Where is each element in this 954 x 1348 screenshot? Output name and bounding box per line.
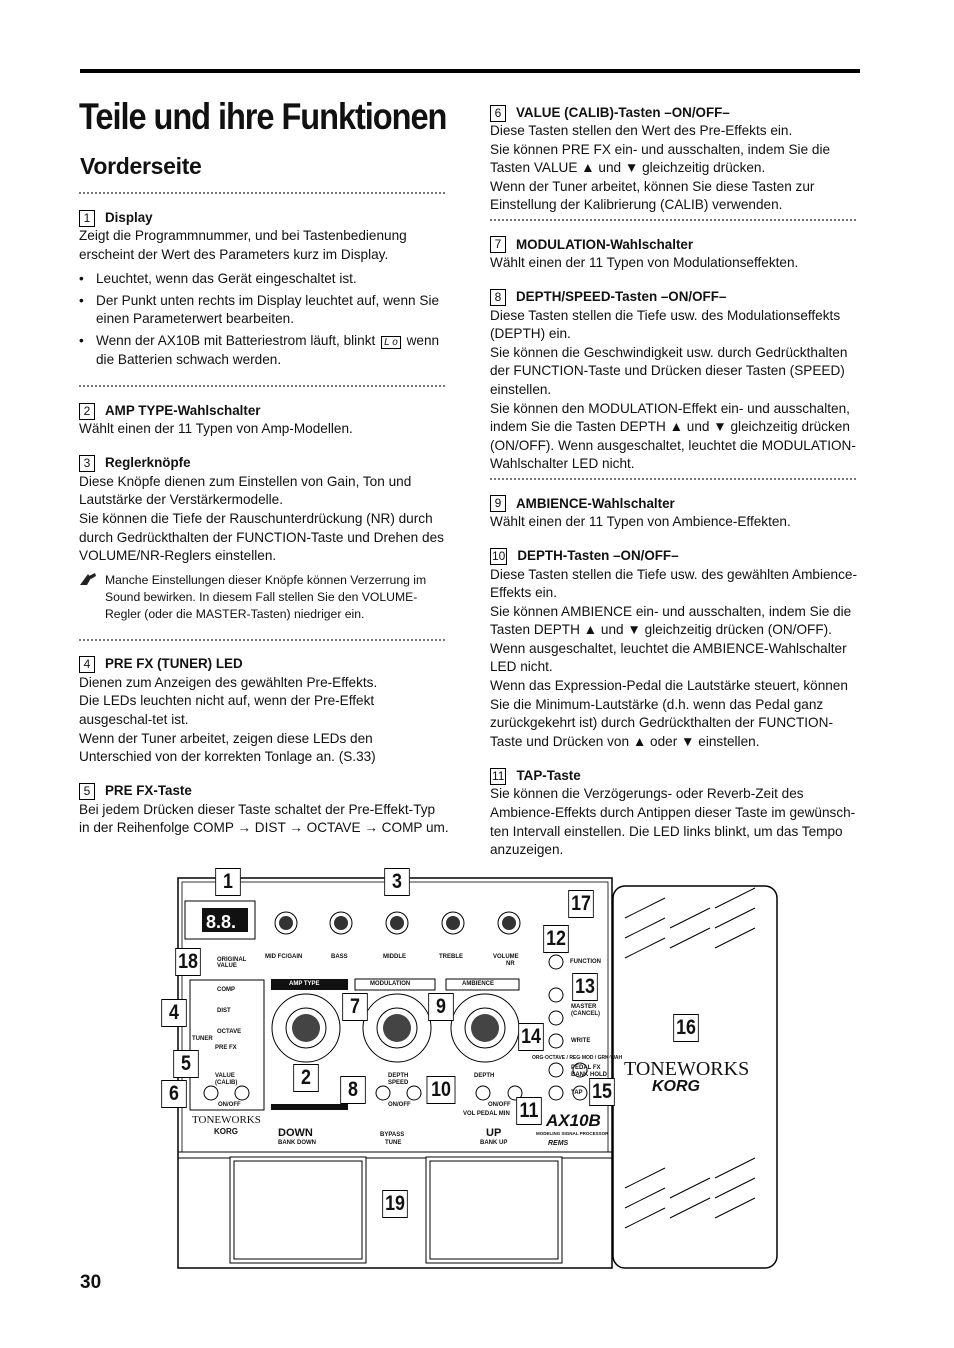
- section-number: 4: [79, 656, 95, 673]
- top-rule: [80, 69, 860, 73]
- lo-display-symbol: L o: [381, 336, 401, 349]
- callout-13: 13: [572, 973, 598, 1001]
- dotted-divider: [79, 192, 445, 205]
- knob-label: MID FC/GAIN: [265, 954, 303, 960]
- dotted-divider: [79, 385, 445, 398]
- cancel-label: (CANCEL): [571, 1011, 600, 1017]
- model-name: AX10B: [546, 1111, 601, 1130]
- section-heading: Reglerknöpfe: [105, 455, 191, 471]
- note: [79, 572, 449, 623]
- section-heading: TAP-Taste: [516, 768, 581, 784]
- section-text: Wählt einen der 11 Typen von Amp-Modellen.: [79, 421, 353, 437]
- section-number: 8: [490, 289, 506, 306]
- korg-logo: KORG: [652, 1078, 700, 1095]
- section-heading: AMBIENCE-Wahlschalter: [516, 495, 675, 511]
- section-number: 11: [492, 768, 505, 783]
- octave-label: OCTAVE: [217, 1029, 242, 1035]
- section-ambience: [490, 495, 860, 532]
- section-number: 10: [492, 549, 506, 563]
- section-text: Bei jedem Drücken dieser Taste schaltet der Pre-Effekt-Typ in der Reihenfolge COMP → DIST → OCTAVE → COMP um.: [79, 801, 449, 836]
- modulation-label: MODULATION: [370, 981, 411, 987]
- section-number: 5: [79, 783, 95, 800]
- dotted-divider: [79, 639, 445, 652]
- section-text: Sie können die Verzögerungs- oder Reverb-Zeit des Ambience-Effekts durch Antippen dieser Taste im gewünsch-ten Intervall einstellen. Die LED links blinkt, um das Tempo anzuzeigen.: [490, 786, 856, 858]
- section-heading: AMP TYPE-Wahlschalter: [105, 402, 261, 418]
- bypass-label: BYPASS: [380, 1132, 405, 1138]
- section-value-buttons: [490, 104, 860, 215]
- section-number: 3: [79, 455, 95, 472]
- section-knobs: [79, 455, 449, 623]
- prefx-label: PRE FX: [215, 1045, 237, 1051]
- section-heading: PRE FX-Taste: [105, 783, 192, 799]
- callout-4: 4: [161, 999, 187, 1027]
- callout-19: 19: [382, 1190, 408, 1218]
- pedal-fx-label: PEDAL FX: [571, 1065, 601, 1071]
- depth-label: DEPTH: [388, 1073, 409, 1079]
- tuner-label: TUNER: [192, 1036, 213, 1042]
- section-depth: [490, 548, 860, 752]
- model-subtitle: MODELING SIGNAL PROCESSOR: [536, 1131, 609, 1136]
- callout-2: 2: [293, 1064, 319, 1092]
- callout-9: 9: [428, 993, 454, 1021]
- section-text: Diese Tasten stellen die Tiefe usw. des gewählten Ambience-Effekts ein.: [490, 566, 857, 601]
- value-label: VALUE: [215, 1073, 235, 1079]
- callout-17: 17: [568, 890, 594, 918]
- original-value-label: ORIGINAL VALUE: [217, 957, 247, 969]
- dotted-divider: [490, 478, 856, 491]
- down-label: DOWN: [278, 1127, 313, 1139]
- section-number: 2: [79, 403, 95, 420]
- section-number: 6: [490, 105, 506, 122]
- write-label: WRITE: [571, 1038, 591, 1044]
- callout-12: 12: [543, 925, 569, 953]
- section-text: Diese Knöpfe dienen zum Einstellen von Gain, Ton und Lautstärke der Verstärkermodelle.: [79, 473, 412, 508]
- callout-1: 1: [215, 868, 241, 896]
- callout-15: 15: [589, 1078, 615, 1106]
- section-text: Sie können AMBIENCE ein- und ausschalten, indem Sie die Tasten DEPTH ▲ und ▼ gleichzeitig drücken (ON/OFF). Wenn ausgeschaltet, leuchtet die AMBIENCE-Wahlschalter LED nicht.: [490, 603, 852, 675]
- depth-label: DEPTH: [474, 1073, 495, 1079]
- bank-up-label: BANK UP: [480, 1140, 508, 1146]
- toneworks-logo: TONEWORKS: [624, 1058, 750, 1080]
- onoff-label: ON/OFF: [218, 1102, 241, 1108]
- section-text: Sie können die Geschwindigkeit usw. durch Gedrückthalten der FUNCTION-Taste und Drücken dieser Tasten (SPEED) einstellen.: [490, 344, 848, 397]
- callout-8: 8: [340, 1076, 366, 1104]
- knob-sublabel: NR: [506, 961, 515, 967]
- section-text: Wählt einen der 11 Typen von Ambience-Effekten.: [490, 513, 791, 529]
- callout-7: 7: [342, 993, 368, 1021]
- section-display: [79, 209, 449, 369]
- speed-label: SPEED: [388, 1080, 409, 1086]
- callout-6: 6: [161, 1080, 187, 1108]
- note-text: Manche Einstellungen dieser Knöpfe können Verzerrung im Sound bewirken. In diesem Fall stellen Sie den VOLUME-Regler (oder die MASTER-Tasten) niedriger ein.: [105, 572, 427, 621]
- callout-10: 10: [427, 1076, 456, 1104]
- bullet-text: Wenn der AX10B mit Batteriestrom läuft, blinkt: [96, 332, 376, 348]
- warning-icon: [79, 572, 105, 623]
- ambience-label: AMBIENCE: [462, 981, 495, 987]
- section-tap: [490, 767, 860, 859]
- page-title: Teile und ihre Funktionen: [79, 96, 447, 137]
- section-text: Wenn das Expression-Pedal die Lautstärke steuert, können Sie die Minimum-Lautstärke (d.h. wenn das Pedal ganz zurückgekehrt ist) durch Gedrückthalten der FUNCTION-Taste und Drücken von ▲ oder ▼ einstellen.: [490, 678, 848, 749]
- section-text: Wenn der Tuner arbeitet, können Sie diese Tasten zur Einstellung der Kalibrierung (CALIB) verwenden.: [490, 178, 815, 213]
- section-heading: VALUE (CALIB)-Tasten –ON/OFF–: [516, 104, 730, 120]
- amp-type-label: AMP TYPE: [289, 981, 320, 987]
- onoff-label: ON/OFF: [488, 1102, 511, 1108]
- section-text: Zeigt die Programmnummer, und bei Tastenbedienung erscheint der Wert des Parameters kurz im Display.: [79, 228, 407, 262]
- section-heading: Display: [105, 209, 153, 225]
- section-heading: PRE FX (TUNER) LED: [105, 656, 243, 672]
- fx-row-label: ORG·OCTAVE / REG·MOD / GRK·WAH: [532, 1055, 623, 1061]
- section-text: Wenn der Tuner arbeitet, zeigen diese LEDs den Unterschied von der korrekten Tonlage an. (S.33): [79, 730, 376, 765]
- toneworks-logo-small: TONEWORKS: [192, 1114, 261, 1126]
- section-heading: DEPTH-Tasten –ON/OFF–: [517, 548, 679, 564]
- function-label: FUNCTION: [570, 959, 601, 965]
- onoff-label: ON/OFF: [388, 1102, 411, 1108]
- section-modulation: [490, 236, 860, 273]
- up-label: UP: [486, 1127, 502, 1139]
- bank-down-label: BANK DOWN: [278, 1140, 316, 1146]
- section-text: Wählt einen der 11 Typen von Modulationseffekten.: [490, 254, 799, 270]
- callout-16: 16: [673, 1014, 699, 1042]
- section-number: 7: [490, 236, 506, 253]
- knob-label: VOLUME: [493, 954, 519, 960]
- section-depth-speed: [490, 289, 860, 474]
- korg-logo-small: KORG: [214, 1127, 238, 1136]
- section-number: 1: [79, 210, 95, 227]
- bullet-item: • Der Punkt unten rechts im Display leuchtet auf, wenn Sie einen Parameterwert bearbeiten.: [79, 292, 449, 329]
- section-text: Die LEDs leuchten nicht auf, wenn der Pre-Effekt ausgeschal-tet ist.: [79, 693, 375, 727]
- bank-hold-label: BANK HOLD: [571, 1072, 607, 1078]
- calib-label: (CALIB): [215, 1080, 238, 1086]
- dotted-divider: [490, 219, 856, 232]
- section-text: Sie können den MODULATION-Effekt ein- und ausschalten, indem Sie die Tasten DEPTH ▲ und ▼ gleichzeitig drücken (ON/OFF). Wenn ausgeschaltet, leuchtet die MODULATION-Wahlschalter LED nicht.: [490, 400, 856, 472]
- bullet-text: wenn die Batterien schwach werden.: [96, 332, 440, 367]
- comp-label: COMP: [217, 987, 235, 993]
- callout-14: 14: [518, 1023, 544, 1051]
- tune-label: TUNE: [385, 1140, 402, 1146]
- section-prefx-button: [79, 783, 449, 838]
- callout-18: 18: [175, 948, 201, 976]
- callout-5: 5: [173, 1050, 199, 1078]
- section-text: Diese Tasten stellen die Tiefe usw. des Modulationseffekts (DEPTH) ein.: [490, 307, 841, 342]
- vol-pedal-min-label: VOL PEDAL MIN: [463, 1111, 510, 1117]
- page-subtitle: Vorderseite: [80, 153, 202, 179]
- section-text: Diese Tasten stellen den Wert des Pre-Effekts ein.: [490, 123, 793, 138]
- section-text: Sie können die Tiefe der Rauschunterdrückung (NR) durch durch Gedrückthalten der FUNCTION-Taste und Drehen des VOLUME/NR-Reglers einstellen.: [79, 510, 444, 564]
- section-heading: MODULATION-Wahlschalter: [516, 236, 694, 252]
- display-digits: 8.8.: [206, 912, 237, 932]
- section-text: Sie können PRE FX ein- und ausschalten, indem Sie die Tasten VALUE ▲ und ▼ gleichzeitig drücken.: [490, 141, 831, 176]
- section-amp-type: [79, 402, 449, 439]
- section-text: Dienen zum Anzeigen des gewählten Pre-Effekts.: [79, 674, 378, 690]
- section-number: 9: [490, 495, 506, 512]
- knob-label: TREBLE: [439, 954, 463, 960]
- bullet-list: [79, 270, 449, 369]
- left-column: [79, 192, 449, 854]
- callout-3: 3: [384, 868, 410, 896]
- tap-label: TAP: [571, 1090, 583, 1096]
- page-number: 30: [80, 1272, 102, 1293]
- master-label: MASTER: [571, 1004, 597, 1010]
- bullet-item: [79, 332, 449, 369]
- callout-11: 11: [516, 1097, 542, 1125]
- knob-label: MIDDLE: [383, 954, 406, 960]
- bullet-item: • Leuchtet, wenn das Gerät eingeschaltet ist.: [79, 270, 449, 289]
- knob-label: BASS: [331, 954, 348, 960]
- right-column: [490, 104, 860, 876]
- device-illustration: [170, 868, 790, 1270]
- rems-logo: REMS: [548, 1140, 569, 1147]
- dist-label: DIST: [217, 1008, 231, 1014]
- section-prefx-led: [79, 656, 449, 767]
- section-heading: DEPTH/SPEED-Tasten –ON/OFF–: [516, 289, 727, 305]
